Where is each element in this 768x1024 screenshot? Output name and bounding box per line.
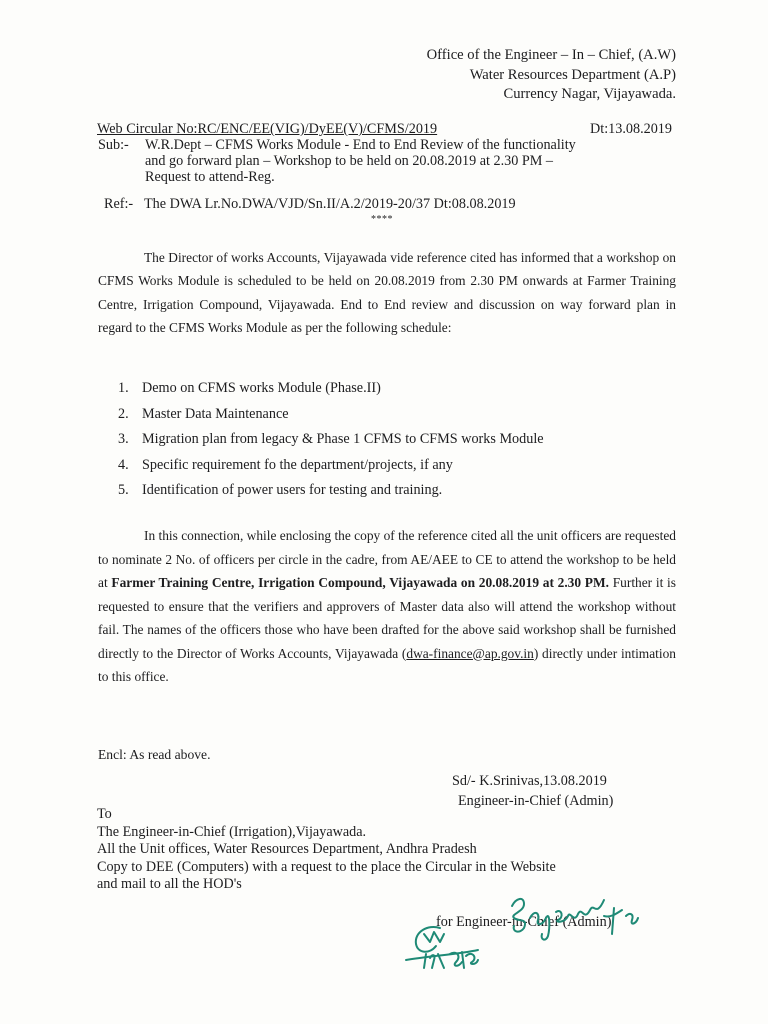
circular-number: Web Circular No:RC/ENC/EE(VIG)/DyEE(V)/CFMS/2019 [97,121,438,137]
handwritten-signature [400,888,660,978]
body-paragraph-1 [98,246,676,340]
recipient-line-1: The Engineer-in-Chief (Irrigation),Vijayawada. [97,823,367,840]
reference-line [104,196,516,213]
circular-header [97,121,672,138]
separator-stars: **** [371,214,393,225]
schedule-item-text: Master Data Maintenance [142,405,289,422]
signatory-block [452,771,613,811]
office-line-3: Currency Nagar, Vijayawada. [503,86,676,102]
schedule-item [118,453,544,479]
venue-bold-text: Farmer Training Centre, Irrigation Compound, Vijayawada on 20.08.2019 at 2.30 PM. [111,575,609,590]
schedule-list [118,376,544,504]
paragraph-2-text-a: In this connection, while enclosing the copy of the reference cited all the unit officers are requested to nominate 2 No. of officers per circle in the cadre, from AE/AEE to CE to attend the workshop to be held at [98,528,676,590]
paragraph-2-text-c: ) directly under intimation to this office. [98,645,676,684]
schedule-item-number: 3. [118,431,129,447]
schedule-item-text: Demo on CFMS works Module (Phase.II) [142,380,381,396]
subject-label: Sub:- [98,137,129,153]
signatory-title: Engineer-in-Chief (Admin) [458,793,614,809]
schedule-item [118,478,544,504]
schedule-item-number: 2. [118,405,129,422]
signatory-name: Sd/- K.Srinivas,13.08.2019 [452,773,607,789]
schedule-item-number: 1. [118,380,129,396]
schedule-item-text: Migration plan from legacy & Phase 1 CFMS to CFMS works Module [142,431,544,447]
to-label: To [97,806,112,822]
schedule-item-text: Identification of power users for testing and training. [142,482,443,498]
subject-block [98,137,678,185]
circular-date: Dt:13.08.2019 [590,121,672,137]
schedule-item [118,427,544,453]
schedule-item-number: 4. [118,456,129,473]
paragraph-1-text: The Director of works Accounts, Vijayawada vide reference cited has informed that a workshop on CFMS Works Module is scheduled to be held on 20.08.2019 from 2.30 PM onwards at Farmer Training Centre, Irrigation Compound, Vijayawada. End to End review and discussion on way forward plan in regard to the CFMS Works Module as per the following schedule: [98,250,676,336]
schedule-item-text: Specific requirement fo the department/projects, if any [142,456,453,473]
reference-label: Ref:- [104,196,134,212]
schedule-item-number: 5. [118,482,129,498]
recipient-line-2: All the Unit offices, Water Resources Department, Andhra Pradesh [97,841,477,858]
recipient-line-4: and mail to all the HOD's [97,876,242,893]
office-address [427,46,676,105]
body-paragraph-2 [98,524,676,689]
subject-line-2: and go forward plan – Workshop to be held on 20.08.2019 at 2.30 PM – [145,153,554,169]
subject-line-1: W.R.Dept – CFMS Works Module - End to End Review of the functionality [145,137,576,153]
paragraph-2-text-b: Further it is requested to ensure that the verifiers and approvers of Master data also will attend the workshop without fail. The names of the officers those who have been drafted for the above said workshop shall be furnished directly to the Director of Works Accounts, Vijayawada ( [98,575,676,661]
schedule-item [118,376,544,402]
schedule-item [118,402,544,428]
subject-line-3: Request to attend-Reg. [145,169,275,185]
office-line-1: Office of the Engineer – In – Chief, (A.W) [426,47,676,63]
for-engineer-in-chief: for Engineer-in-Chief (Admin) [436,914,612,930]
recipient-line-3: Copy to DEE (Computers) with a request to the place the Circular in the Website [97,858,556,875]
reference-text: The DWA Lr.No.DWA/VJD/Sn.II/A.2/2019-20/37 Dt:08.08.2019 [144,196,516,212]
email-link[interactable]: dwa-finance@ap.gov.in [406,645,534,661]
office-line-2: Water Resources Department (A.P) [469,66,676,83]
enclosure-note: Encl: As read above. [98,747,211,762]
recipients-block [97,806,556,894]
